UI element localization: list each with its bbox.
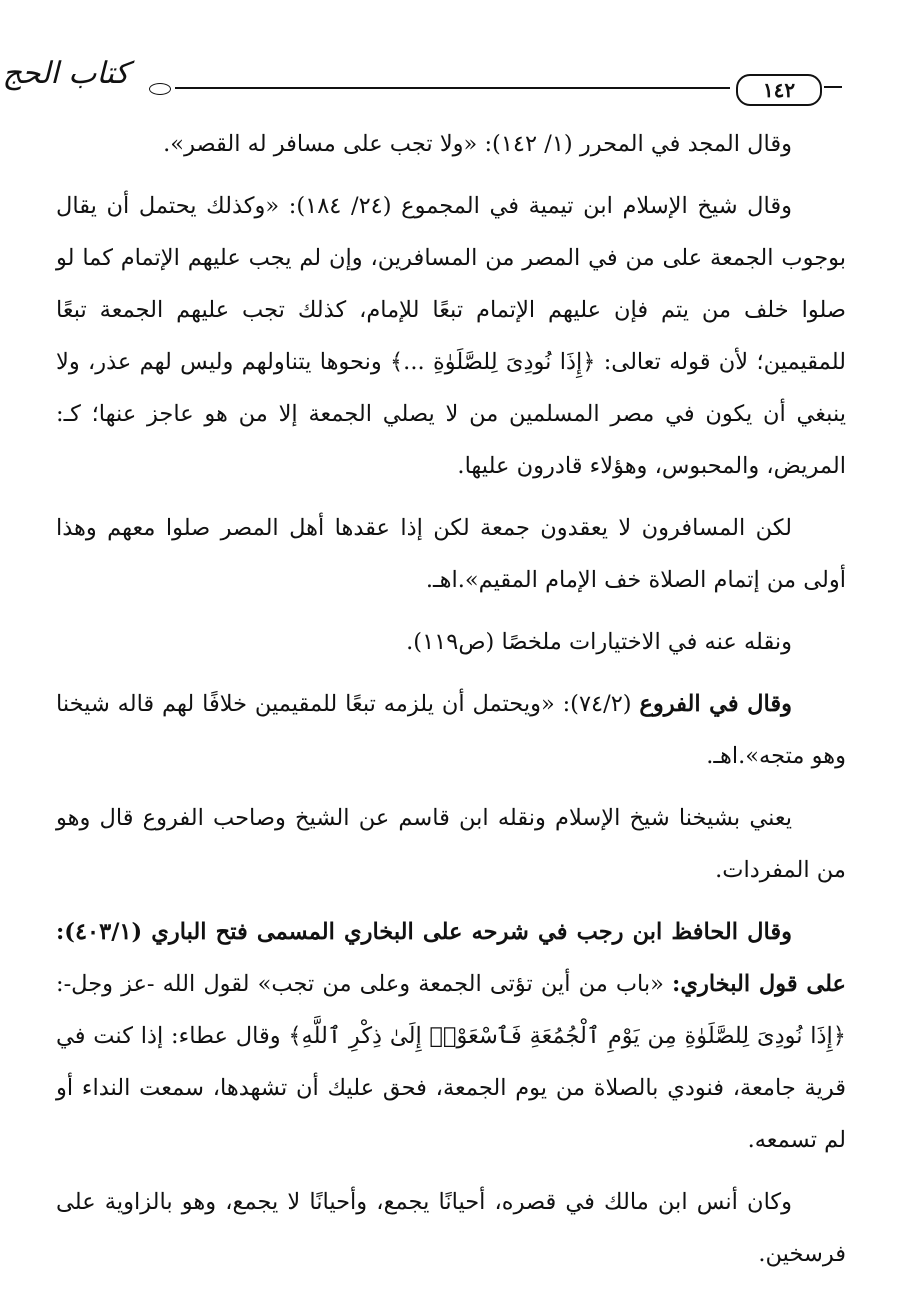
book-title: كتاب الحج <box>2 56 129 91</box>
paragraph-3: لكن المسافرون لا يعقدون جمعة لكن إذا عقدها أهل المصر صلوا معهم وهذا أولى من إتمام الصلاة خف الإمام المقيم».اهـ. <box>56 515 846 593</box>
paragraph-2: وقال شيخ الإسلام ابن تيمية في المجموع (٢٤/ ١٨٤): «وكذلك يحتمل أن يقال بوجوب الجمعة على من في المصر من المسافرين، وإن لم يجب عليهم الإتمام كما لو صلوا خلف من يتم فإن عليهم الإتمام تبعًا للإمام، كذلك تجب عليهم الجمعة تبعًا للمقيمين؛ لأن قوله تعالى: ﴿إِذَا نُودِىَ لِلصَّلَوٰةِ ...﴾ ونحوها يتناولهم وليس لهم عذر، ولا ينبغي أن يكون في مصر المسلمين من لا يصلي الجمعة إلا من هو عاجز عنها؛ كـ: المريض، والمحبوس، وهؤلاء قادرون عليها. <box>56 193 846 479</box>
paragraph-7: وقال الحافظ ابن رجب في شرحه على البخاري المسمى فتح الباري (٤٠٣/١): على قول البخاري: «باب من أين تؤتى الجمعة وعلى من تجب» لقول الله -عز وجل-: ﴿إِذَا نُودِىَ لِلصَّلَوٰةِ مِن يَوْمِ ٱلْجُمُعَةِ فَٱسْعَوْا۟ إِلَىٰ ذِكْرِ ٱللَّهِ﴾ وقال عطاء: إذا كنت في قرية جامعة، فنودي بالصلاة من يوم الجمعة، فحق عليك أن تشهدها، سمعت النداء أو لم تسمعه. <box>56 919 846 1153</box>
paragraph-6: يعني بشيخنا شيخ الإسلام ونقله ابن قاسم عن الشيخ وصاحب الفروع قال وهو من المفردات. <box>56 805 846 883</box>
paragraph-8: وكان أنس ابن مالك في قصره، أحيانًا يجمع، وأحيانًا لا يجمع، وهو بالزاوية على فرسخين. <box>56 1189 846 1267</box>
page-number: ١٤٢ <box>736 74 822 106</box>
page-body <box>56 118 846 1290</box>
paragraph-lead: وقال الحافظ ابن رجب في شرحه على البخاري المسمى فتح الباري (٤٠٣/١): على قول البخاري: <box>56 919 846 997</box>
paragraph-4: ونقله عنه في الاختيارات ملخصًا (ص١١٩). <box>406 629 792 655</box>
paragraph-lead: وقال في الفروع <box>639 691 793 717</box>
page-header <box>0 52 909 122</box>
paragraph-1: وقال المجد في المحرر (١/ ١٤٢): «ولا تجب على مسافر له القصر». <box>163 131 792 157</box>
header-rule <box>175 87 730 89</box>
paragraph-5: وقال في الفروع (٧٤/٢): «ويحتمل أن يلزمه تبعًا للمقيمين خلافًا لهم قاله شيخنا وهو متجه».اهـ. <box>56 691 846 769</box>
